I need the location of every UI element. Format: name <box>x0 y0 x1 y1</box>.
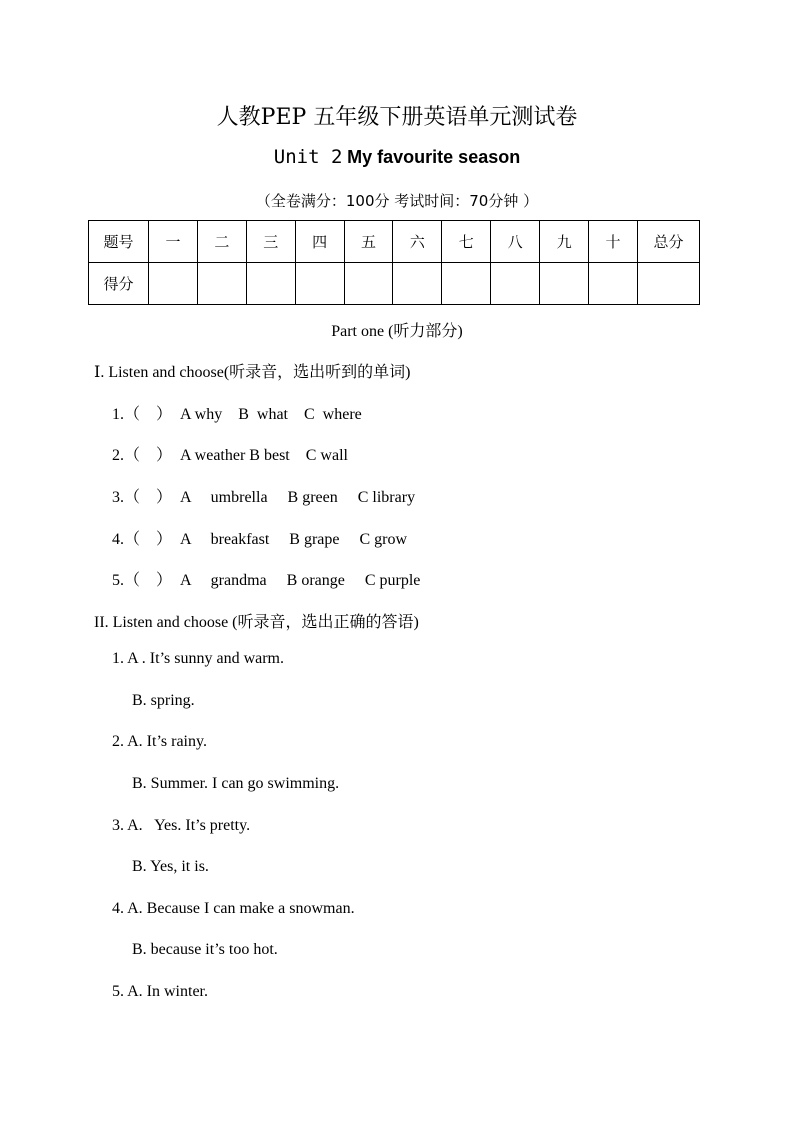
unit-label: Unit 2 <box>273 146 343 168</box>
section-1-item: 2.（ ） A weather B best C wall <box>112 447 348 464</box>
score-table-header-cell: 二 <box>197 221 246 263</box>
section-2-option-a: 2. A. It’s rainy. <box>112 733 207 750</box>
section-2-heading: II. Listen and choose (听录音，选出正确的答语) <box>94 614 419 631</box>
score-blank-cell <box>393 263 442 305</box>
score-blank-cell <box>344 263 393 305</box>
exam-score-info: （全卷满分：100分 考试时间：70分钟 ） <box>255 192 539 210</box>
section-2-option-a: 3. A. Yes. It’s pretty. <box>112 817 251 834</box>
score-table-header-cell: 八 <box>491 221 540 263</box>
score-blank-cell <box>197 263 246 305</box>
score-table-header-cell: 三 <box>246 221 295 263</box>
score-blank-cell <box>442 263 491 305</box>
section-1-item: 4.（ ） A breakfast B grape C grow <box>112 531 408 548</box>
section-1-item: 1.（ ） A why B what C where <box>112 406 362 423</box>
section-1-item: 5.（ ） A grandma B orange C purple <box>112 572 421 589</box>
section-2-option-b: B. Summer. I can go swimming. <box>132 775 340 792</box>
score-table-header-cell: 五 <box>344 221 393 263</box>
section-2-option-a: 1. A . It’s sunny and warm. <box>112 650 284 667</box>
section-2-option-a: 4. A. Because I can make a snowman. <box>112 900 355 917</box>
score-blank-cell <box>589 263 638 305</box>
section-2-option-a: 5. A. In winter. <box>112 983 208 1000</box>
score-blank-cell <box>149 263 198 305</box>
section-2-option-b: B. because it’s too hot. <box>132 941 278 958</box>
score-table-score-row <box>89 263 700 305</box>
unit-topic: My favourite season <box>347 147 521 167</box>
score-blank-cell <box>638 263 700 305</box>
score-row-label: 得分 <box>89 263 149 305</box>
part-one-heading: Part one (听力部分) <box>331 323 463 340</box>
score-blank-cell <box>540 263 589 305</box>
section-1-heading: Ⅰ. Listen and choose(听录音，选出听到的单词) <box>94 364 411 381</box>
page-title: 人教PEP 五年级下册英语单元测试卷 <box>216 105 578 130</box>
score-blank-cell <box>295 263 344 305</box>
section-2-option-b: B. Yes, it is. <box>132 858 209 875</box>
score-table <box>88 220 700 305</box>
score-table-header-row <box>89 221 700 263</box>
score-table-header-cell: 题号 <box>89 221 149 263</box>
score-table-header-cell: 六 <box>393 221 442 263</box>
score-table-header-cell: 总分 <box>638 221 700 263</box>
score-table-header-cell: 十 <box>589 221 638 263</box>
score-table-header-cell: 四 <box>295 221 344 263</box>
section-1-item: 3.（ ） A umbrella B green C library <box>112 489 416 506</box>
unit-subtitle <box>0 146 794 169</box>
score-table-header-cell: 一 <box>149 221 198 263</box>
score-blank-cell <box>246 263 295 305</box>
score-table-header-cell: 九 <box>540 221 589 263</box>
score-table-header-cell: 七 <box>442 221 491 263</box>
section-2-option-b: B. spring. <box>132 692 195 709</box>
score-blank-cell <box>491 263 540 305</box>
